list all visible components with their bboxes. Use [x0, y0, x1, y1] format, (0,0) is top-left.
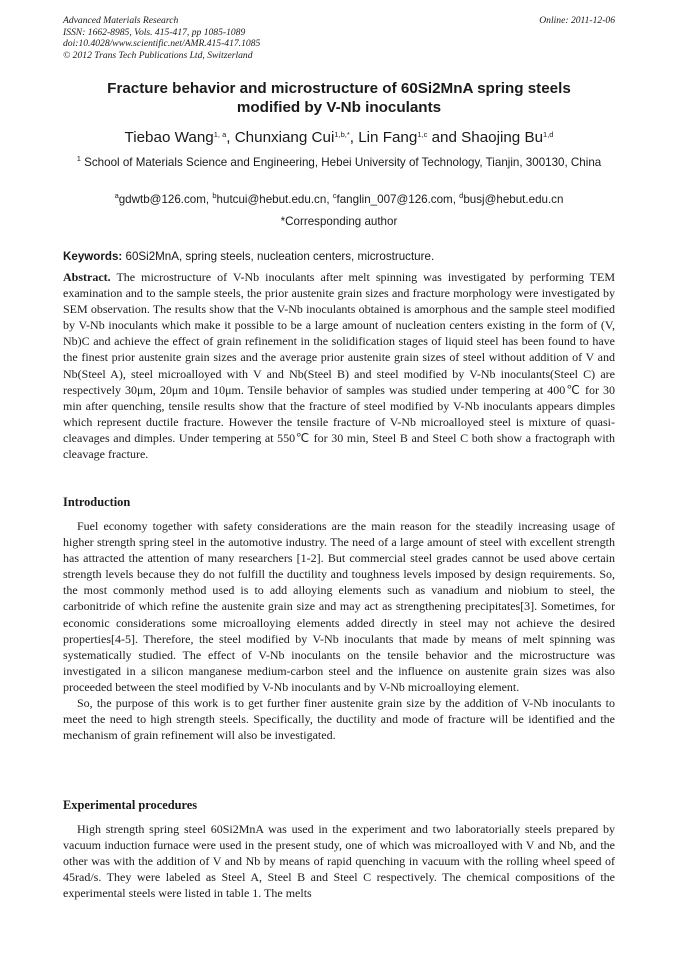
title-line-2: modified by V-Nb inoculants: [236, 98, 442, 116]
author-name: Lin Fang: [358, 129, 418, 146]
author-list: Tiebao Wang$^{1, a}$, Chunxiang Cui$^{1,b,*}$, Lin Fang$^{1,c}$ and Shaojing Bu$^{1,d}$: [124, 129, 554, 146]
title-line-1: Fracture behavior and microstructure of 60Si2MnA spring steels: [107, 80, 571, 97]
keywords: [63, 249, 615, 265]
journal-name: Advanced Materials Research: [63, 15, 179, 26]
email-address: busj@hebut.edu.cn: [463, 193, 564, 206]
doi-line: doi:10.4028/www.scientific.net/AMR.415-417.1085: [63, 38, 261, 49]
online-date: Online: 2011-12-06: [539, 15, 615, 26]
abstract-text: The microstructure of V-Nb inoculants after melt spinning was investigated by performing TEM examination and to the sample steels, the prior austenite grain sizes and fracture morphology were investigated by SEM observation. The results show that the V-Nb inoculants obtained is amorphous and the sample steel modified by V-Nb inoculants which make it possible to be a large amount of nucleation centers existing in the form of (V, Nb)C and achieve the effect of grain refinement in the solidification stages of liquid steel has been found to have the finest prior austenite grain sizes and the average prior austenite grain sizes of steel without addition of V and Nb(Steel A), steel microalloyed with V and Nb(Steel B) and steel modified by V-Nb inoculants(Steel C) are respectively 30μm, 20μm and 10μm. Tensile behavior of samples was studied under tempering at 400℃ for 30 min after quenching, tensile results show that the fracture of steel modified by V-Nb inoculants appears dimples which represent ductile fracture. However the tensile fracture of V-Nb microalloyed steel is mixture of quasi-cleavages and dimples. Under tempering at 550℃ for 30 min, Steel B and Steel C both show a fractograph with cleavage fracture.: [63, 270, 615, 462]
keywords-text: 60Si2MnA, spring steels, nucleation centers, microstructure.: [122, 250, 435, 263]
email-list: $^a$gdwtb@126.com, $^b$hutcui@hebut.edu.cn, $^c$fanglin_007@126.com, $^d$busj@hebut.edu.cn: [114, 191, 564, 206]
paragraph: Fuel economy together with safety considerations are the main reason for the steadily increasing usage of higher strength spring steel in the automotive industry. The need of a large amount of steel with excellent strength has attracted the attention of many researchers [1-2]. But commercial steel grades cannot be used above certain strength levels because they do not fulfill the ductility and toughness levels imposed by design requirements. So, the most commonly method used is to add alloying elements such as vanadium and niobium to steel, the carbonitride of which refine the austenite grain size and may act as strengthening precipitates[3]. Sometimes, for economic considerations some microalloying elements added directly in steel may not achieve the desired properties[4-5]. Therefore, the steel modified by V-Nb inoculants that made by means of melt spinning was systematically studied. The effect of V-Nb inoculants on the tensile behavior and the microstructure was investigated in a silicon manganese medium-carbon steel and the influence on austenite grain sizes was also proceeded between the steel modified by V-Nb inoculants and by V-Nb microalloying element.: [63, 519, 615, 694]
author-sup: 1,c: [417, 130, 428, 139]
author-sup: 1, a: [213, 130, 227, 139]
author-sup: 1,b,*: [334, 130, 350, 139]
email-address: gdwtb@126.com: [118, 193, 206, 206]
email-sup: b: [212, 191, 217, 200]
paragraph: High strength spring steel 60Si2MnA was used in the experiment and two laboratorially steels prepared by vacuum induction furnace were used in the present study, one of which was microalloyed with V and Nb, and the other was with the addition of V and Nb by means of rapid quenching in vacuum with the rolling wheel speed of 45rad/s. They were labeled as Steel A, Steel B and Steel C respectively. The chemical compositions of the experimental steels were listed in table 1. The melts: [63, 822, 615, 901]
affiliation-sup: 1: [76, 154, 81, 163]
email-address: fanglin_007@126.com: [336, 193, 453, 206]
experimental-heading: Experimental procedures: [63, 798, 198, 812]
email-sup: d: [459, 191, 464, 200]
email-address: hutcui@hebut.edu.cn: [216, 193, 327, 206]
issn-line: ISSN: 1662-8985, Vols. 415-417, pp 1085-1089: [63, 26, 246, 38]
author-sup: 1,d: [543, 130, 554, 139]
copyright-line: © 2012 Trans Tech Publications Ltd, Switzerland: [63, 49, 253, 61]
paper-title: [63, 80, 615, 117]
author-name: Chunxiang Cui: [234, 129, 335, 146]
abstract-label: Abstract.: [63, 270, 111, 284]
email-sup: c: [332, 191, 337, 200]
author-name: Tiebao Wang: [124, 129, 214, 146]
introduction-heading: Introduction: [63, 495, 131, 509]
introduction-body: [63, 518, 615, 743]
keywords-label: Keywords:: [63, 250, 123, 263]
affiliation: [63, 155, 615, 171]
journal-info: [63, 15, 260, 61]
author-name: Shaojing Bu: [461, 129, 544, 146]
corresponding-author-note: *Corresponding author: [280, 215, 398, 228]
paragraph: So, the purpose of this work is to get further finer austenite grain size by the addition of V-Nb inoculants to meet the need to high strength steels. Specifically, the ductility and mode of fracture will be identified and the mechanism of grain refinement will also be investigated.: [63, 696, 615, 743]
affiliation-text: School of Materials Science and Engineering, Hebei University of Technology, Tianjin, 300130, China: [80, 156, 602, 169]
experimental-body: [63, 821, 615, 901]
email-sup: a: [114, 191, 119, 200]
abstract: [63, 269, 615, 462]
